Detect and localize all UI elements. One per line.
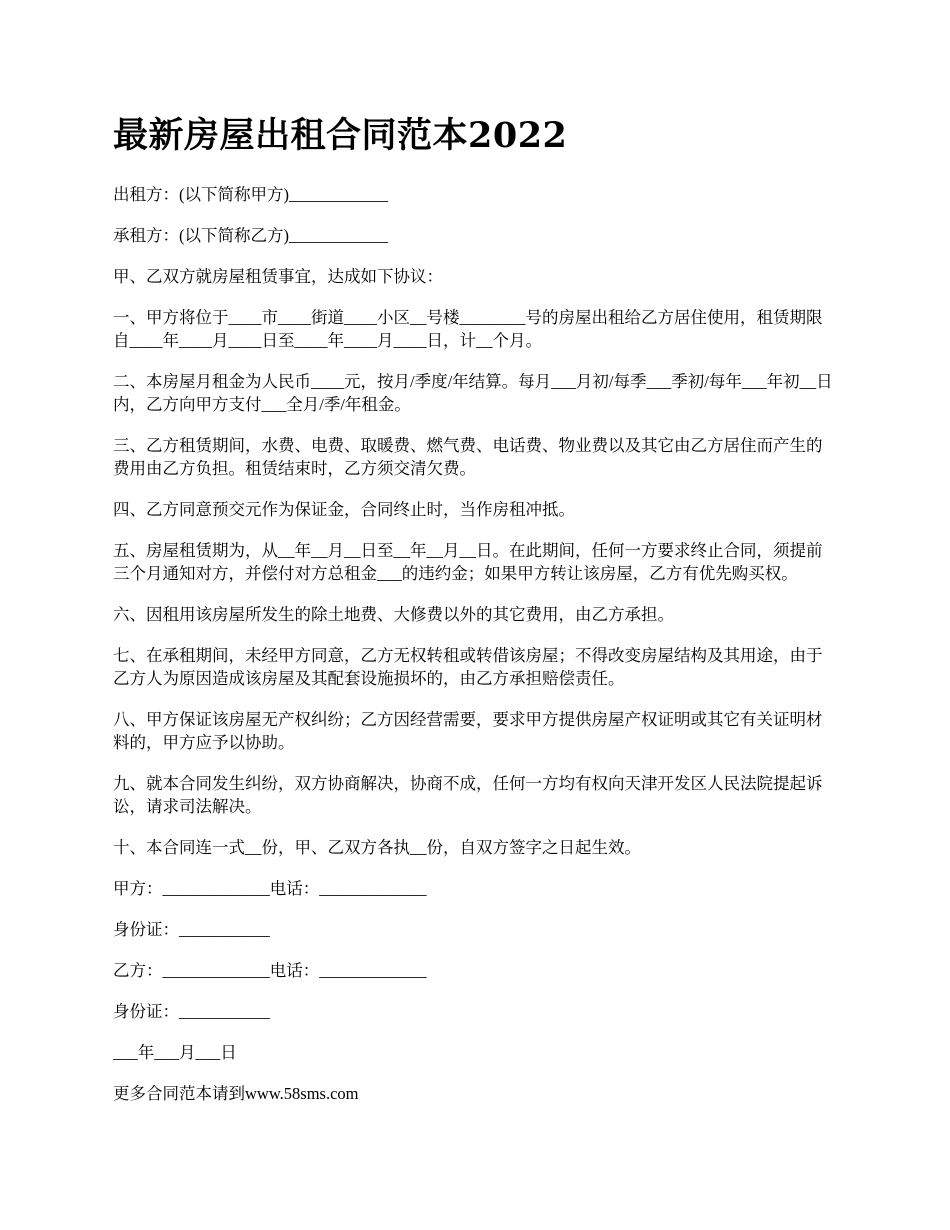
paragraph-clause-8: 八、甲方保证该房屋无产权纠纷；乙方因经营需要，要求甲方提供房屋产权证明或其它有关证明材料的，甲方应予以协助。 [113,710,823,752]
id-card-party-a: 身份证：___________ [113,920,270,939]
paragraph-clause-7: 七、在承租期间，未经甲方同意，乙方无权转租或转借该房屋；不得改变房屋结构及其用途，由于乙方人为原因造成该房屋及其配套设施损坏的，由乙方承担赔偿责任。 [113,646,823,688]
signature-party-b: 乙方：_____________电话：_____________ [113,961,427,980]
footer-more-templates: 更多合同范本请到www.58sms.com [113,1084,359,1103]
paragraph-clause-9: 九、就本合同发生纠纷，双方协商解决，协商不成，任何一方均有权向天津开发区人民法院提起诉讼，请求司法解决。 [113,774,823,816]
signature-party-a: 甲方：_____________电话：_____________ [113,879,427,898]
paragraph-clause-4: 四、乙方同意预交元作为保证金，合同终止时，当作房租冲抵。 [113,500,575,519]
paragraph-agreement-intro: 甲、乙双方就房屋租赁事宜，达成如下协议： [113,267,443,286]
paragraph-clause-3: 三、乙方租赁期间，水费、电费、取暖费、燃气费、电话费、物业费以及其它由乙方居住而产生的费用由乙方负担。租赁结束时，乙方须交清欠费。 [113,436,823,478]
paragraph-clause-10: 十、本合同连一式__份，甲、乙双方各执__份，自双方签字之日起生效。 [113,838,641,857]
paragraph-clause-6: 六、因租用该房屋所发生的除土地费、大修费以外的其它费用，由乙方承担。 [113,605,674,624]
id-card-party-b: 身份证：___________ [113,1002,270,1021]
signing-date: ___年___月___日 [113,1043,237,1062]
paragraph-lessor: 出租方：(以下简称甲方)____________ [113,185,388,204]
paragraph-clause-1: 一、甲方将位于____市____街道____小区__号楼________号的房屋出租给乙方居住使用，租赁期限自____年____月____日至____年____月____日，计__个月。 [113,308,823,350]
paragraph-lessee: 承租方：(以下简称乙方)____________ [113,226,388,245]
document-body [113,183,838,1105]
paragraph-clause-2: 二、本房屋月租金为人民币____元，按月/季度/年结算。每月___月初/每季___季初/每年___年初__日内，乙方向甲方支付___全月/季/年租金。 [113,372,833,414]
document-title: 最新房屋出租合同范本2022 [113,115,568,156]
paragraph-clause-5: 五、房屋租赁期为，从__年__月__日至__年__月__日。在此期间，任何一方要求终止合同，须提前三个月通知对方，并偿付对方总租金___的违约金；如果甲方转让该房屋，乙方有优先购买权。 [113,541,823,583]
